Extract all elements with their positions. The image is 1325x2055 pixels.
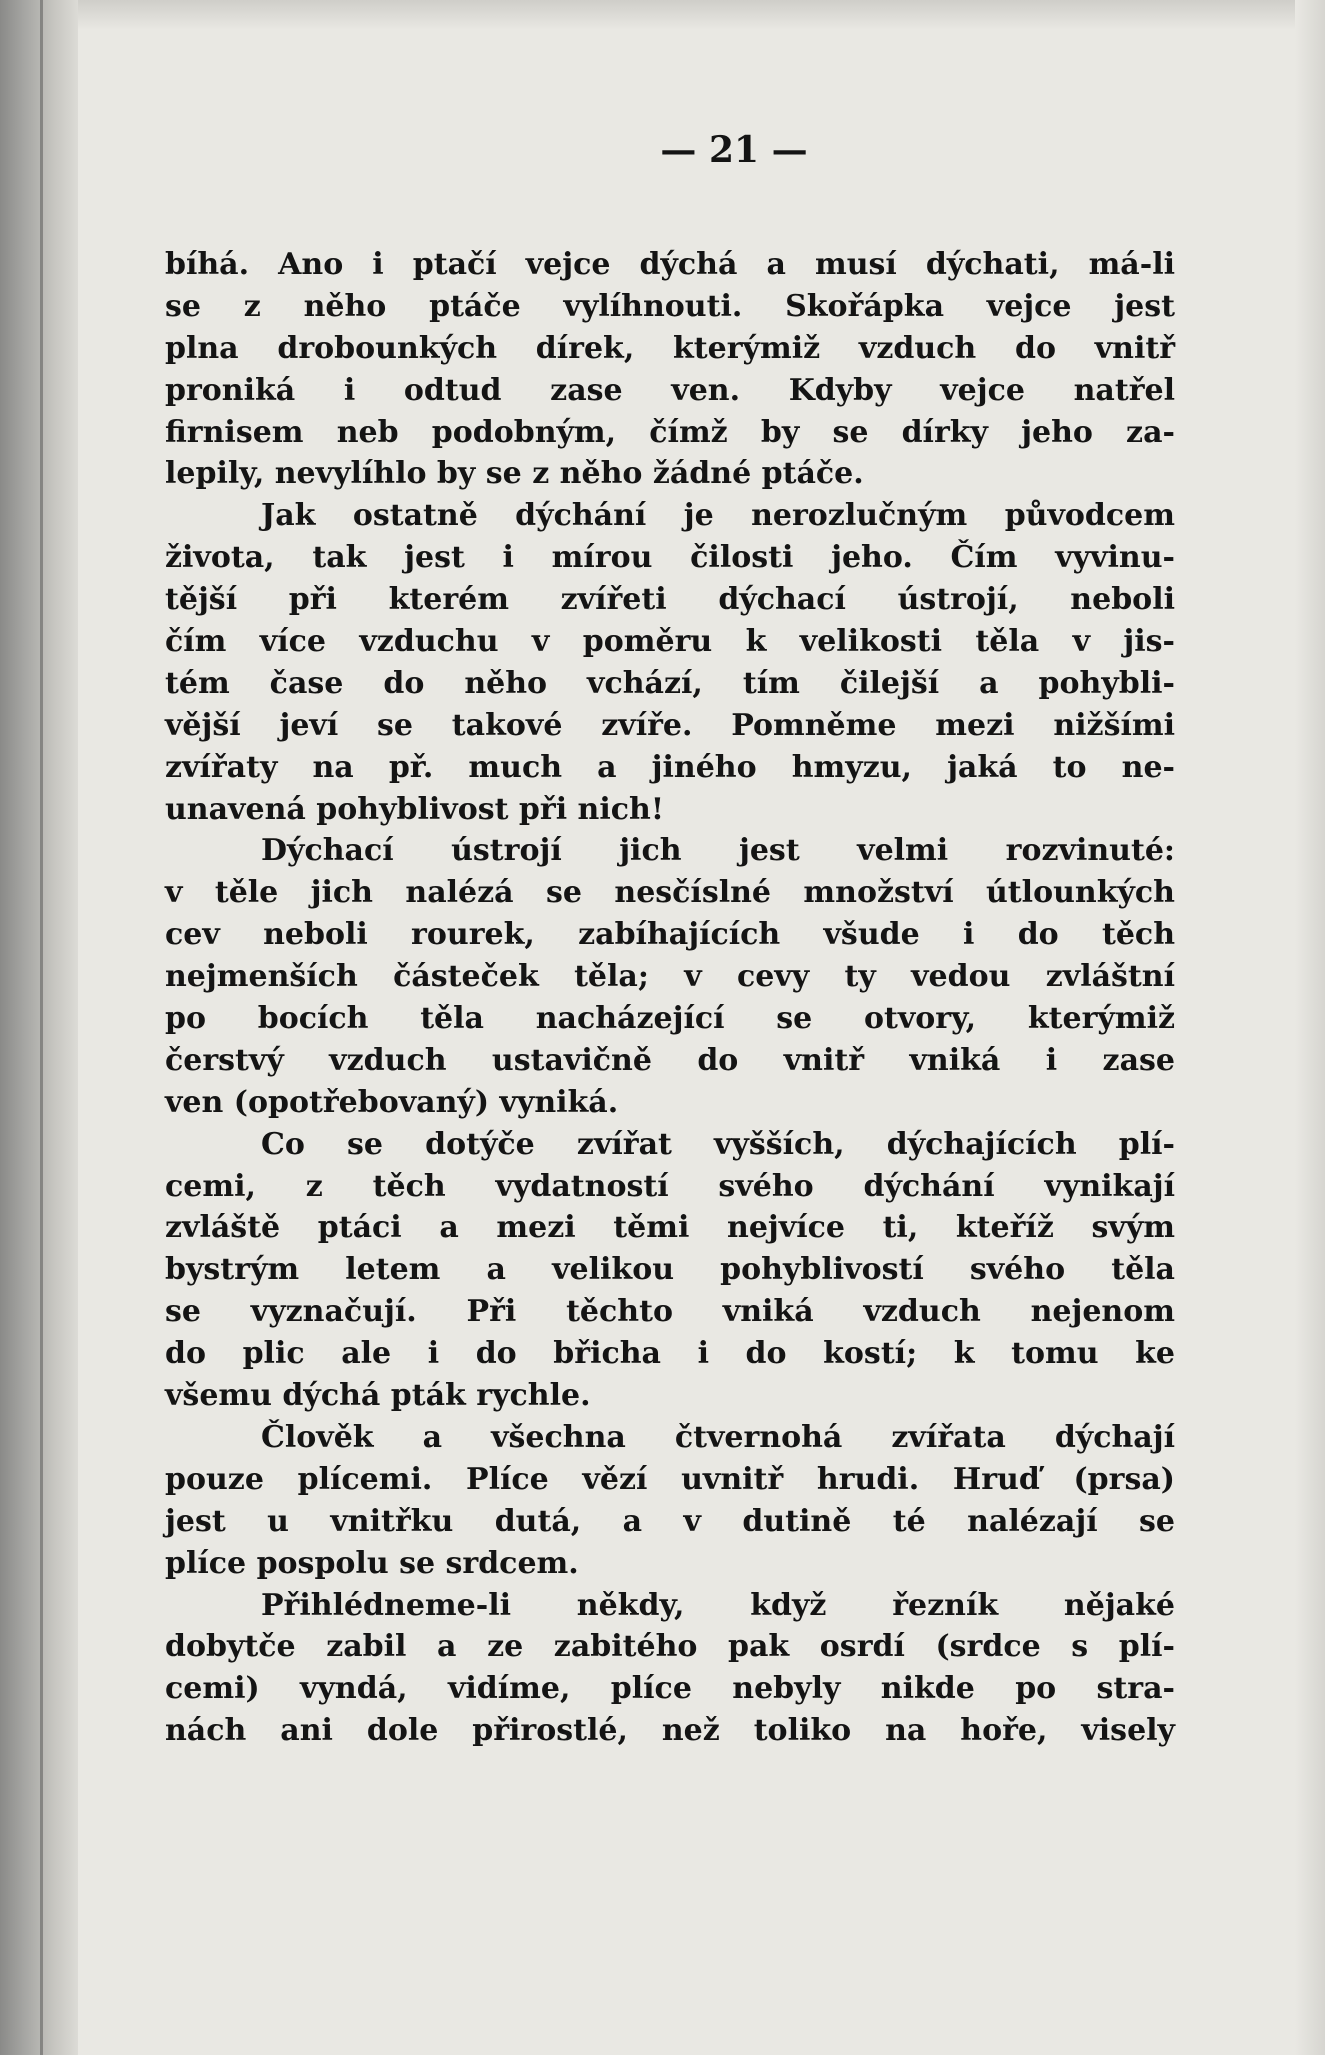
text-line: ven (opotřebovaný) vyniká. xyxy=(165,1084,619,1120)
text-line: všemu dýchá pták rychle. xyxy=(165,1378,591,1414)
text-line: Dýchací ústrojí jich jest velmi rozvinuté: xyxy=(261,833,1175,869)
text-line: nách ani dole přirostlé, než toliko na hoře, visely xyxy=(165,1713,1175,1749)
text-line: lepily, nevylíhlo by se z něho žádné ptáče. xyxy=(165,456,864,492)
text-line: se vyznačují. Při těchto vniká vzduch nejenom xyxy=(165,1294,1175,1330)
text-line: unavená pohyblivost při nich! xyxy=(165,791,664,827)
text-line: plíce pospolu se srdcem. xyxy=(165,1545,579,1581)
text-line: cemi, z těch vydatností svého dýchání vynikají xyxy=(165,1168,1175,1204)
book-gutter xyxy=(0,0,78,2055)
gutter-line xyxy=(40,0,43,2055)
text-line: tém čase do něho vchází, tím čilejší a pohybli- xyxy=(165,665,1175,701)
text-line: Přihlédneme-li někdy, když řezník nějaké xyxy=(261,1587,1175,1623)
text-line: proniká i odtud zase ven. Kdyby vejce natřel xyxy=(165,372,1175,408)
text-line: v těle jich nalézá se nesčíslné množství útlounkých xyxy=(165,875,1175,911)
text-line: jest u vnitřku dutá, a v dutině té nalézají se xyxy=(165,1503,1175,1539)
top-shadow xyxy=(78,0,1325,30)
text-line: Co se dotýče zvířat vyšších, dýchajících plí- xyxy=(261,1126,1175,1162)
text-line: vější jeví se takové zvíře. Pomněme mezi nižšími xyxy=(165,707,1175,743)
page-number: — 21 — xyxy=(660,129,808,171)
text-line: cemi) vyndá, vidíme, plíce nebyly nikde po stra- xyxy=(165,1671,1175,1707)
text-line: života, tak jest i mírou čilosti jeho. Čím vyvinu- xyxy=(165,540,1175,576)
text-line: po bocích těla nacházející se otvory, kterýmiž xyxy=(165,1001,1175,1037)
text-line: pouze plícemi. Plíce vězí uvnitř hrudi. Hruď (prsa) xyxy=(165,1461,1175,1497)
page-content xyxy=(165,120,1175,1752)
body-text xyxy=(165,244,1175,1752)
text-line: firnisem neb podobným, čímž by se dírky jeho za- xyxy=(165,414,1175,450)
right-shadow xyxy=(1295,0,1325,2055)
text-line: plna drobounkých dírek, kterýmiž vzduch do vnitř xyxy=(165,330,1175,366)
text-line: bíhá. Ano i ptačí vejce dýchá a musí dýchati, má-li xyxy=(165,247,1175,282)
text-line: zvířaty na př. much a jiného hmyzu, jaká to ne- xyxy=(165,749,1175,785)
text-line: čím více vzduchu v poměru k velikosti těla v jis- xyxy=(165,624,1175,660)
text-line: čerstvý vzduch ustavičně do vnitř vniká i zase xyxy=(165,1042,1175,1078)
text-line: dobytče zabil a ze zabitého pak osrdí (srdce s plí- xyxy=(165,1629,1175,1665)
text-line: zvláště ptáci a mezi těmi nejvíce ti, kteříž svým xyxy=(165,1210,1175,1246)
text-line: se z něho ptáče vylíhnouti. Skořápka vejce jest xyxy=(165,288,1175,324)
text-line: bystrým letem a velikou pohyblivostí svého těla xyxy=(165,1252,1175,1288)
text-line: do plic ale i do břicha i do kostí; k tomu ke xyxy=(165,1336,1175,1372)
text-line: Jak ostatně dýchání je nerozlučným původcem xyxy=(261,498,1175,534)
text-line: cev neboli rourek, zabíhajících všude i do těch xyxy=(165,917,1175,953)
text-line: tější při kterém zvířeti dýchací ústrojí, neboli xyxy=(165,582,1175,618)
text-line: nejmenších částeček těla; v cevy ty vedou zvláštní xyxy=(165,959,1175,995)
text-line: Člověk a všechna čtvernohá zvířata dýchají xyxy=(261,1419,1175,1455)
